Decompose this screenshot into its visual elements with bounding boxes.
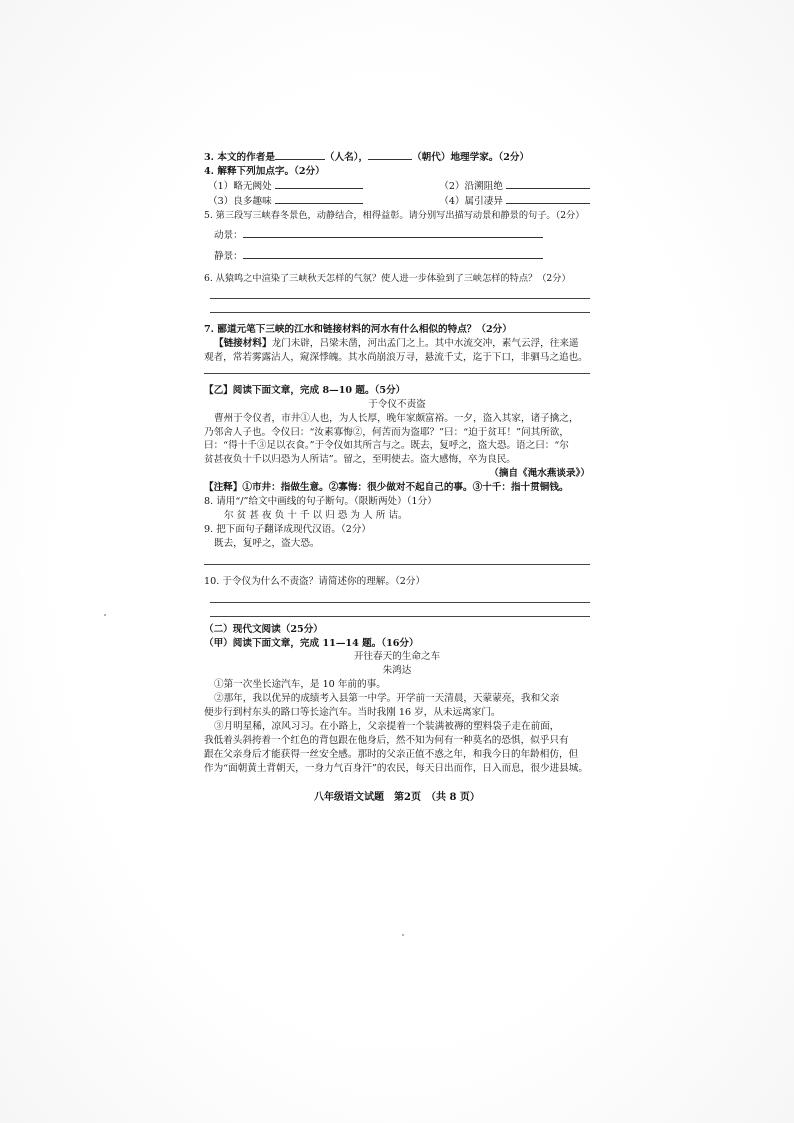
question-4-row-1 [204,179,590,194]
question-4-item-3: （3）良多趣味 [208,194,363,209]
article-paragraph-3a: ③月明星稀，凉风习习。在小路上，父亲提着一个装满被褥的塑料袋子走在前面， [214,720,560,732]
question-3: 3. 本文的作者是 （人名）， （朝代）地理学家。（2分） [204,152,530,163]
answer-line[interactable] [210,312,590,313]
article-paragraph-1: ①第一次坐长途汽车，是 10 年前的事。 [214,679,386,691]
scan-speck [402,934,404,936]
exam-content [204,150,590,776]
question-8-sentence: 尔 贫 甚 夜 负 十 千 以 归 恐 为 人 所 诘。 [224,510,408,521]
answer-blank[interactable] [243,228,543,238]
yi-paragraph-1: 曹州于令仪者，市井①人也，为人长厚，晚年家颇富裕。一夕，盗入其家，诸子擒之， [214,412,579,424]
link-material-1: 【链接材料】龙门未辟，吕梁未凿，河出孟门之上。其中水流交冲，素气云浮，往来遥 [214,338,579,350]
page-footer: 八年级语文试题 第2页 （共 8 页） [314,792,480,803]
answer-line[interactable] [210,298,590,299]
link-material-2: 观者，常若雾露沾人，窥深悸魄。其水尚崩浪万寻，悬流千丈，迄于下口，非驷马之追也。 [204,351,588,363]
answer-blank[interactable] [275,179,363,189]
question-5: 5. 第三段写三峡春冬景色，动静结合，相得益彰。请分别写出描写动景和静景的句子。（2分） [204,209,585,221]
answer-line[interactable] [210,616,590,617]
question-7: 7. 郦道元笔下三峡的江水和链接材料的河水有什么相似的特点？（2分） [204,324,512,336]
question-9: 9. 把下面句子翻译成现代汉语。（2分） [204,523,372,535]
question-8: 8. 请用“/”给文中画线的句子断句。（限断两处）（1分） [204,496,437,508]
answer-line[interactable] [204,373,590,374]
answer-line[interactable] [210,602,590,603]
article-paragraph-3b: 我低着头斜挎着一个红色的背包跟在他身后，然不知为何有一种莫名的恐惧，似乎只有 [204,734,569,746]
question-4-item-1: （1）略无阙处 [208,179,363,194]
question-5-dong: 动景： [204,228,590,243]
article-paragraph-2a: ②那年，我以优异的成绩考入县第一中学。开学前一天清晨，天蒙蒙亮，我和父亲 [214,693,560,705]
yi-title: 于令仪不责盗 [368,398,426,410]
article-paragraph-2b: 便步行到村东头的路口等长途汽车。当时我刚 16 岁，从未远离家门。 [204,707,501,719]
answer-blank[interactable] [243,249,543,259]
question-4-item-2: （2）沿溯阻绝 [439,179,590,194]
article-paragraph-3c: 跟在父亲身后才能获得一丝安全感。那时的父亲正值不惑之年，和我今日的年龄相仿，但 [204,748,579,760]
answer-blank[interactable] [275,150,325,160]
question-5-jing: 静景： [204,249,590,264]
scan-speck [104,614,106,616]
yi-paragraph-4: 贫甚夜负十千以归恐为人所诘”。留之，至明使去。盗大感悔，卒为良民。 [204,454,516,466]
question-10: 10. 于令仪为什么不责盗？请简述你的理解。（2分） [204,575,426,587]
article-author: 朱鸿达 [382,665,412,677]
jia-heading: （甲）阅读下面文章，完成 11—14 题。（16分） [204,637,419,649]
question-6: 6. 从猿鸣之中渲染了三峡秋天怎样的气氛？使人进一步体验到了三峡怎样的特点？（2分） [204,272,571,284]
yi-heading: 【乙】阅读下面文章，完成 8—10 题。（5分） [204,384,406,396]
question-9-sentence: 既去，复呼之，盗大恐。 [214,537,320,549]
article-title: 开往春天的生命之车 [353,651,441,663]
answer-blank[interactable] [275,194,363,204]
yi-notes: 【注释】①市井：指做生意。②寡悔：很少做对不起自己的事。③十千：指十贯铜钱。 [204,482,569,494]
answer-blank[interactable] [506,179,590,189]
question-4-row-2 [204,194,590,209]
modern-reading-section: （二）现代文阅读（25分） [204,623,323,635]
answer-blank[interactable] [506,194,590,204]
yi-paragraph-2: 乃邻舍人子也。令仪曰：“汝素寡悔②，何苦而为盗耶？”曰：“迫于贫耳！”问其所欲， [204,426,569,438]
question-4: 4. 解释下列加点字。（2分） [204,165,325,177]
article-paragraph-3d: 作为“面朝黄土背朝天，一身力气百身汗”的农民，每天日出而作，日入而息，很少进县城。 [204,762,588,774]
answer-blank[interactable] [368,150,412,160]
answer-line[interactable] [204,564,590,565]
yi-source: （摘自《渑水燕谈录》） [489,468,590,480]
question-4-item-4: （4）属引凄异 [439,194,590,209]
yi-paragraph-3: 曰：“得十千③足以衣食。”于令仪如其所言与之。既去，复呼之，盗大恐。语之曰：“尔 [204,440,569,452]
